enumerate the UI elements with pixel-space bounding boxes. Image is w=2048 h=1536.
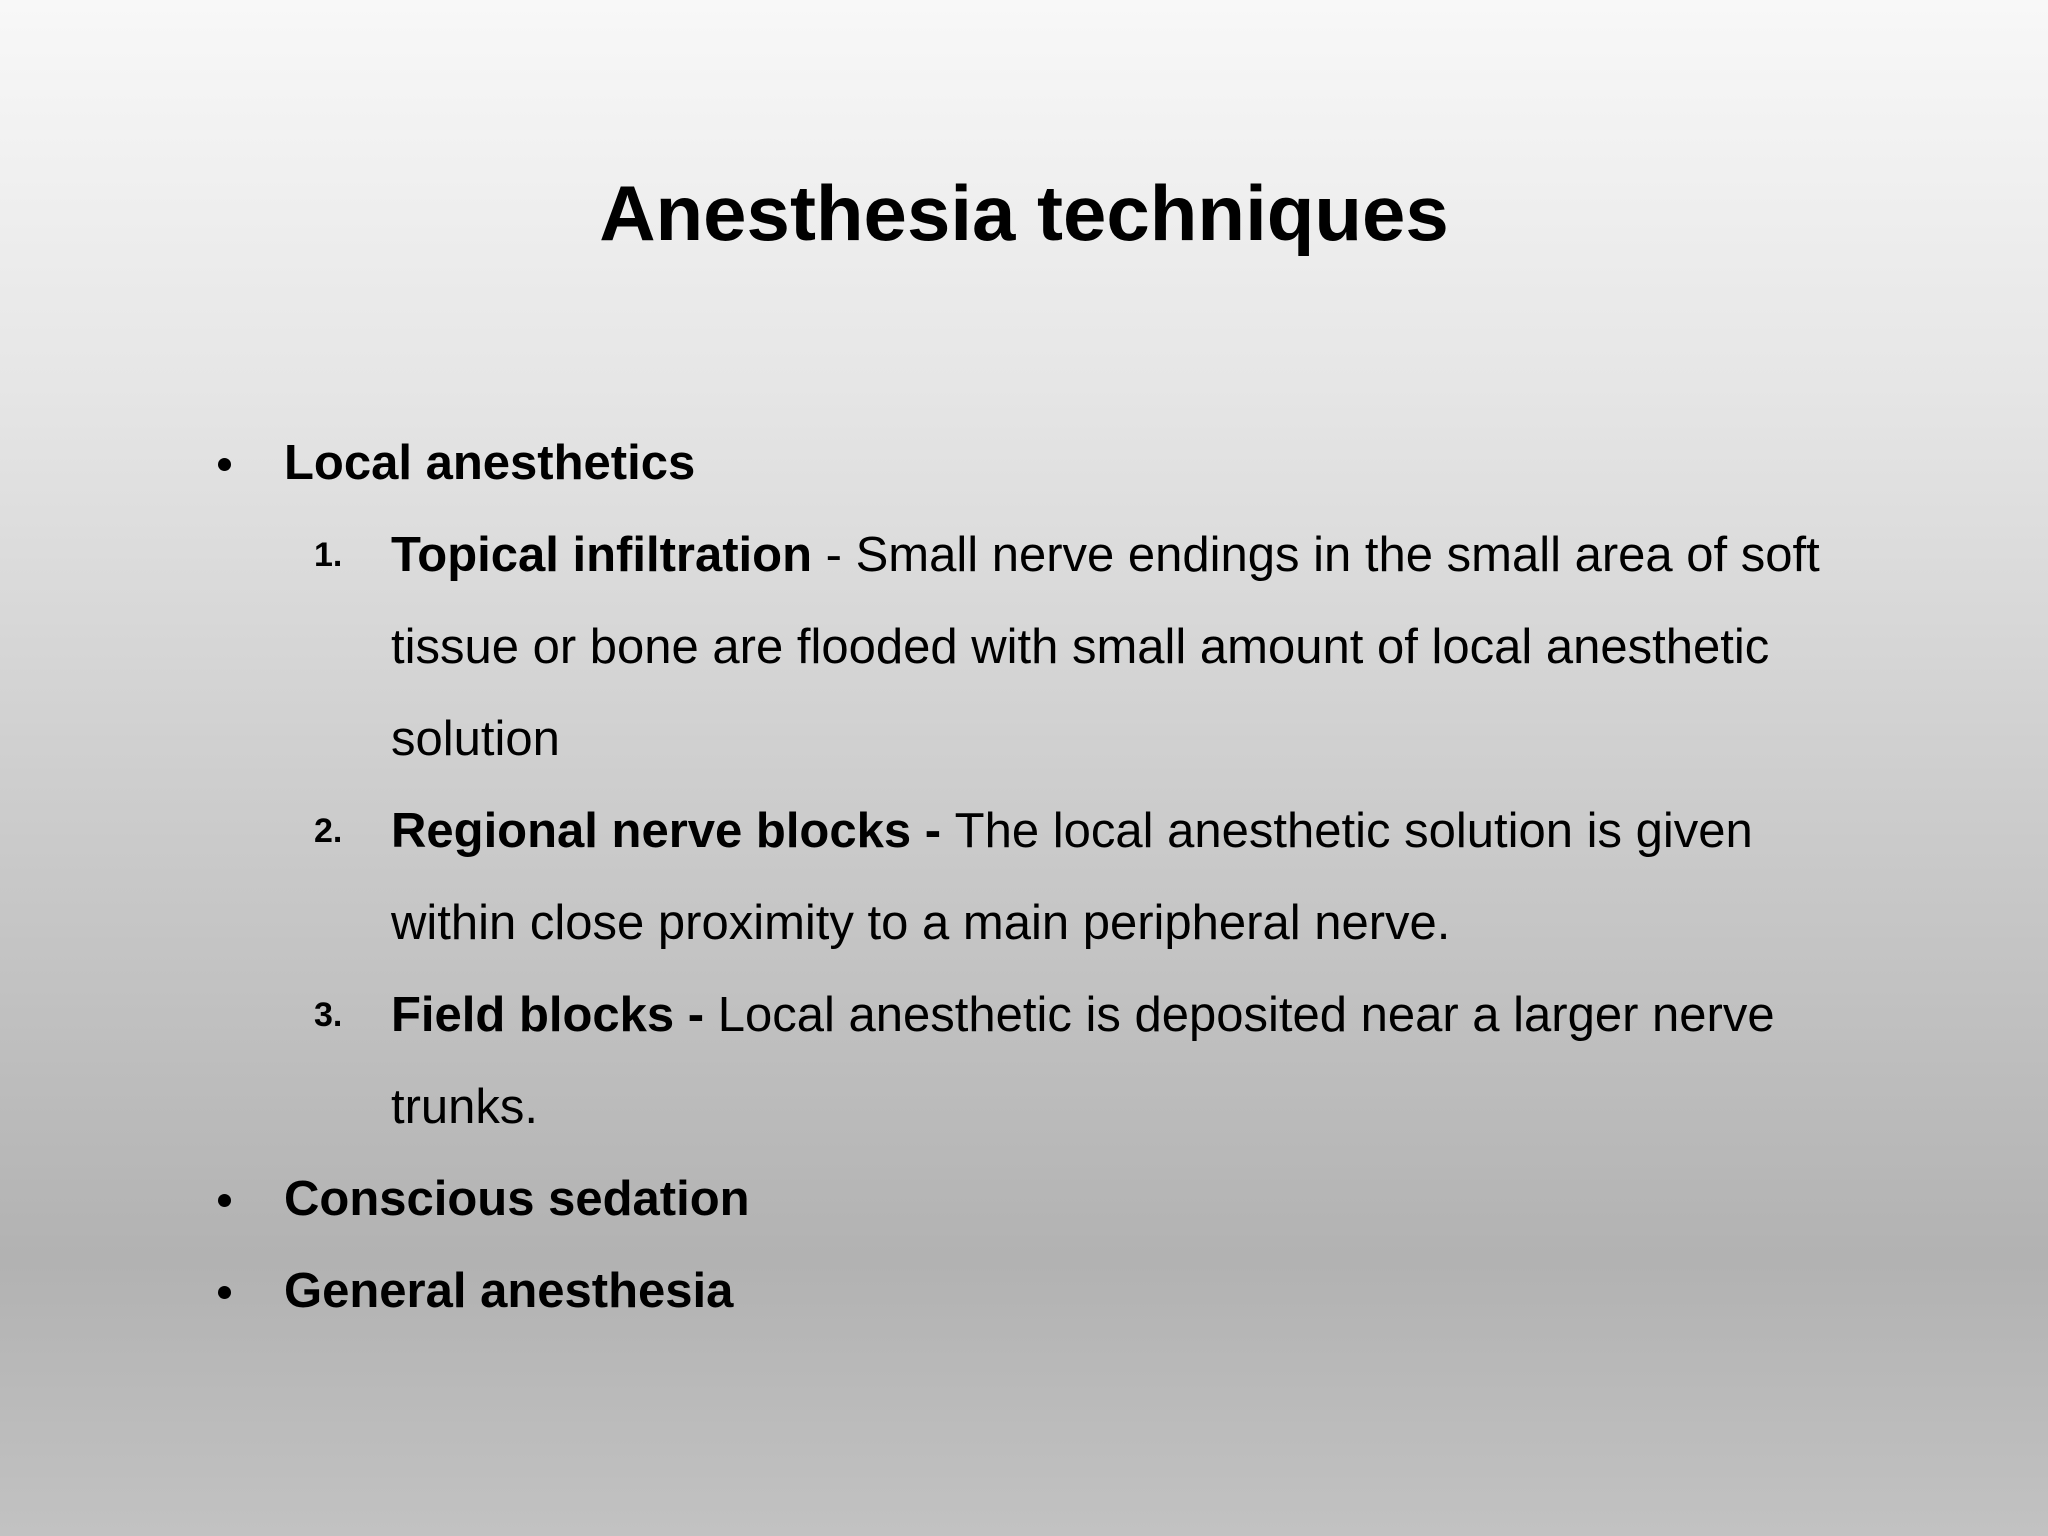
bullet-label: Local anesthetics bbox=[284, 436, 696, 490]
item-separator: - bbox=[674, 988, 718, 1042]
item-description: The local anesthetic solution is given within close proximity to a main peripheral nerve. bbox=[391, 804, 1753, 950]
bullet-item-conscious-sedation bbox=[0, 1153, 2048, 1245]
item-term: Topical infiltration bbox=[391, 528, 813, 582]
numbered-item-topical-infiltration bbox=[0, 509, 2048, 785]
bullet-dot-icon bbox=[218, 1286, 231, 1299]
bullet-label: Conscious sedation bbox=[284, 1172, 750, 1226]
item-description: Local anesthetic is deposited near a larger nerve trunks. bbox=[391, 988, 1775, 1134]
item-description: Small nerve endings in the small area of soft tissue or bone are flooded with small amount of local anesthetic solution bbox=[391, 528, 1820, 766]
bullet-item-local-anesthetics bbox=[0, 417, 2048, 509]
bullet-dot-icon bbox=[218, 458, 231, 471]
item-separator: - bbox=[911, 804, 955, 858]
bullet-label: General anesthesia bbox=[284, 1264, 734, 1318]
numbered-item-regional-nerve-blocks bbox=[0, 785, 2048, 969]
item-body bbox=[391, 969, 1861, 1153]
item-number: 3. bbox=[314, 996, 343, 1034]
item-term: Field blocks bbox=[391, 988, 675, 1042]
bullet-item-general-anesthesia bbox=[0, 1245, 2048, 1337]
slide-title: Anesthesia techniques bbox=[599, 169, 1449, 257]
bullet-list bbox=[0, 417, 2048, 1337]
bullet-dot-icon bbox=[218, 1194, 231, 1207]
item-body bbox=[391, 509, 1861, 785]
item-body bbox=[391, 785, 1861, 969]
item-number: 2. bbox=[314, 812, 343, 850]
item-term: Regional nerve blocks bbox=[391, 804, 912, 858]
numbered-item-field-blocks bbox=[0, 969, 2048, 1153]
item-number: 1. bbox=[314, 536, 343, 574]
item-separator: - bbox=[812, 528, 856, 582]
